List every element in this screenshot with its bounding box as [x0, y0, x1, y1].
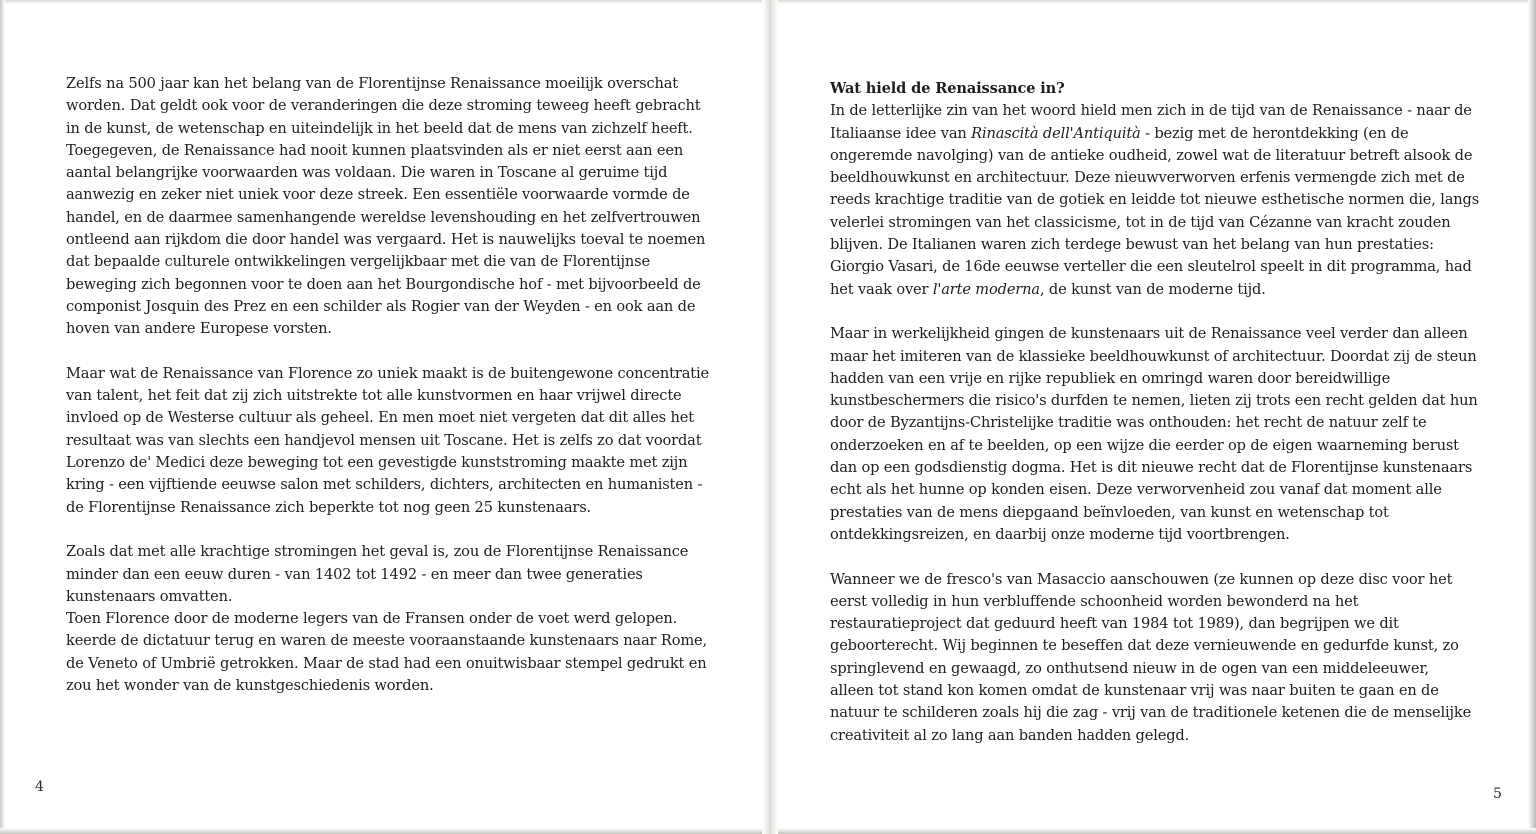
text-line: maar het imiteren van de klassieke beeldhouwkunst of architectuur. Doordat zij de steun	[830, 347, 1477, 365]
text-line: Toen Florence door de moderne legers van de Fransen onder de voet werd gelopen.	[66, 610, 678, 628]
text-line: minder dan een eeuw duren - van 1402 tot 1492 - en meer dan twee generaties	[66, 565, 643, 583]
text-line: reeds krachtige traditie van de gotiek en leidde tot nieuwe esthetische normen die, langs	[830, 191, 1480, 209]
paragraph-gap	[66, 519, 709, 541]
italic-term: Rinascità dell'Antiquità	[971, 124, 1141, 142]
text-line: Lorenzo de' Medici deze beweging tot een gevestigde kunststroming maakte met zijn	[66, 454, 688, 472]
right-page	[776, 0, 1536, 834]
paragraph-gap	[66, 341, 709, 363]
section-heading: Wat hield de Renaissance in?	[830, 80, 1065, 97]
text-line: dat bepaalde culturele ontwikkelingen vergelijkbaar met die van de Florentijnse	[66, 253, 650, 271]
text-line: echt als het hunne op konden eisen. Deze verworvenheid zou vanaf dat moment alle	[830, 481, 1442, 499]
paragraph-gap	[830, 301, 1479, 323]
text-line: eerst volledig in hun verbluffende schoonheid worden bewonderd na het	[830, 592, 1359, 610]
text-line: de Veneto of Umbrië getrokken. Maar de stad had een onuitwisbaar stempel gedrukt en	[66, 654, 707, 672]
text-line: kunstbeschermers die risico's durfden te nemen, lieten zij trots een recht gelden dat hun	[830, 392, 1478, 410]
text-line: hadden van een vrije en rijke republiek en omringd waren door bereidwillige	[830, 369, 1391, 387]
text-line: Toegegeven, de Renaissance had nooit kunnen plaatsvinden als er niet eerst aan een	[66, 141, 684, 159]
text-line: resultaat was van slechts een handjevol mensen uit Toscane. Het is zelfs zo dat voordat	[66, 431, 702, 449]
text-line: restauratieproject dat geduurd heeft van 1984 tot 1989), dan begrijpen we dit	[830, 615, 1399, 633]
text-line: beeldhouwkunst en architectuur. Deze nieuwverworven erfenis vermengde zich met de	[830, 169, 1465, 187]
text-line	[830, 123, 1479, 145]
text-line: Zoals dat met alle krachtige stromingen het geval is, zou de Florentijnse Renaissance	[66, 543, 689, 561]
text-line: in de kunst, de wetenschap en uiteindelijk in het beeld dat de mens van zichzelf heeft.	[66, 119, 693, 137]
text-span: - bezig met de herontdekking (en de	[1140, 124, 1409, 142]
text-line: keerde de dictatuur terug en waren de meeste vooraanstaande kunstenaars naar Rome,	[66, 632, 707, 650]
text-line: hoven van andere Europese vorsten.	[66, 320, 332, 338]
text-line: ontleend aan rijkdom die door handel was vergaard. Het is nauwelijks toeval te noemen	[66, 231, 706, 249]
text-line: Giorgio Vasari, de 16de eeuwse verteller die een sleutelrol speelt in dit programma, had	[830, 258, 1472, 276]
text-line: natuur te schilderen zoals hij die zag - vrij van de traditionele ketenen die de menselijke	[830, 704, 1472, 722]
text-line: componist Josquin des Prez en een schilder als Rogier van der Weyden - en ook aan de	[66, 297, 696, 315]
text-line: kunstenaars omvatten.	[66, 587, 233, 605]
page-number: 4	[35, 779, 44, 795]
text-line: prestaties van de mens diepgaand beïnvloeden, van kunst en wetenschap tot	[830, 503, 1389, 521]
text-line: springlevend en gewaagd, zo onthutsend nieuw in de ogen van een middeleeuwer,	[830, 659, 1430, 677]
text-line: handel, en de daarmee samenhangende wereldse levenshouding en het zelfvertrouwen	[66, 208, 701, 226]
text-line: worden. Dat geldt ook voor de veranderingen die deze stroming teweeg heeft gebracht	[66, 97, 701, 115]
text-span: Italiaanse idee van	[830, 124, 972, 142]
paragraph-gap	[830, 546, 1479, 568]
paragraph	[830, 100, 1479, 301]
paragraph	[830, 569, 1479, 747]
text-line: de Florentijnse Renaissance zich beperkte tot nog geen 25 kunstenaars.	[66, 498, 592, 516]
text-line: In de letterlijke zin van het woord hield men zich in de tijd van de Renaissance - naar de	[830, 102, 1472, 120]
text-line	[830, 279, 1479, 301]
italic-term: l'arte moderna	[932, 280, 1040, 298]
text-line: door de Byzantijns-Christelijke traditie was onthouden: het recht de natuur zelf te	[830, 414, 1427, 432]
text-line: Maar in werkelijkheid gingen de kunstenaars uit de Renaissance veel verder dan alleen	[830, 325, 1468, 343]
text-line: aanwezig en zeker niet uniek voor deze streek. Een essentiële voorwaarde vormde de	[66, 186, 690, 204]
text-span: het vaak over	[830, 280, 933, 298]
text-line: Wanneer we de fresco's van Masaccio aanschouwen (ze kunnen op deze disc voor het	[830, 570, 1453, 588]
text-line: geboorterecht. Wij beginnen te beseffen dat deze vernieuwende en gedurfde kunst, zo	[830, 637, 1459, 655]
text-line: Maar wat de Renaissance van Florence zo uniek maakt is de buitengewone concentratie	[66, 364, 709, 382]
text-line: invloed op de Westerse cultuur als geheel. En men moet niet vergeten dat dit alles het	[66, 409, 694, 427]
text-line: ontdekkingsreizen, en daarbij onze moderne tijd voortbrengen.	[830, 525, 1290, 543]
text-line: aantal belangrijke voorwaarden was voldaan. Die waren in Toscane al geruime tijd	[66, 164, 668, 182]
text-span: , de kunst van de moderne tijd.	[1039, 280, 1266, 298]
text-line: kring - een vijftiende eeuwse salon met schilders, dichters, architecten en humanisten -	[66, 476, 703, 494]
paragraph	[66, 541, 709, 697]
paragraph	[66, 73, 709, 341]
left-page-text	[66, 73, 709, 697]
right-page-text	[830, 78, 1479, 747]
text-line: onderzoeken en af te beelden, op een wijze die eerder op de eigen waarneming berust	[830, 436, 1459, 454]
text-line: dan op een godsdienstig dogma. Het is dit nieuwe recht dat de Florentijnse kunstenaars	[830, 459, 1473, 477]
text-line: blijven. De Italianen waren zich terdege bewust van het belang van hun prestaties:	[830, 236, 1434, 254]
text-line: alleen tot stand kon komen omdat de kunstenaar vrij was naar buiten te gaan en de	[830, 682, 1439, 700]
text-line: creativiteit al zo lang aan banden hadden gelegd.	[830, 726, 1190, 744]
left-page	[0, 0, 764, 834]
paragraph	[830, 323, 1479, 546]
text-line: velerlei stromingen van het classicisme, tot in de tijd van Cézanne van kracht zouden	[830, 213, 1451, 231]
text-line: zou het wonder van de kunstgeschiedenis worden.	[66, 677, 434, 695]
text-line: Zelfs na 500 jaar kan het belang van de Florentijnse Renaissance moeilijk overschat	[66, 75, 679, 92]
page-number: 5	[1493, 786, 1502, 802]
paragraph	[66, 363, 709, 519]
text-line: ongeremde navolging) van de antieke oudheid, zowel wat de literatuur betreft alsook de	[830, 146, 1473, 164]
text-line: van talent, het feit dat zij zich uitstrekte tot alle kunstvormen en haar vrijwel directe	[66, 387, 682, 405]
text-line: beweging zich begonnen voor te doen aan het Bourgondische hof - met bijvoorbeeld de	[66, 275, 701, 293]
